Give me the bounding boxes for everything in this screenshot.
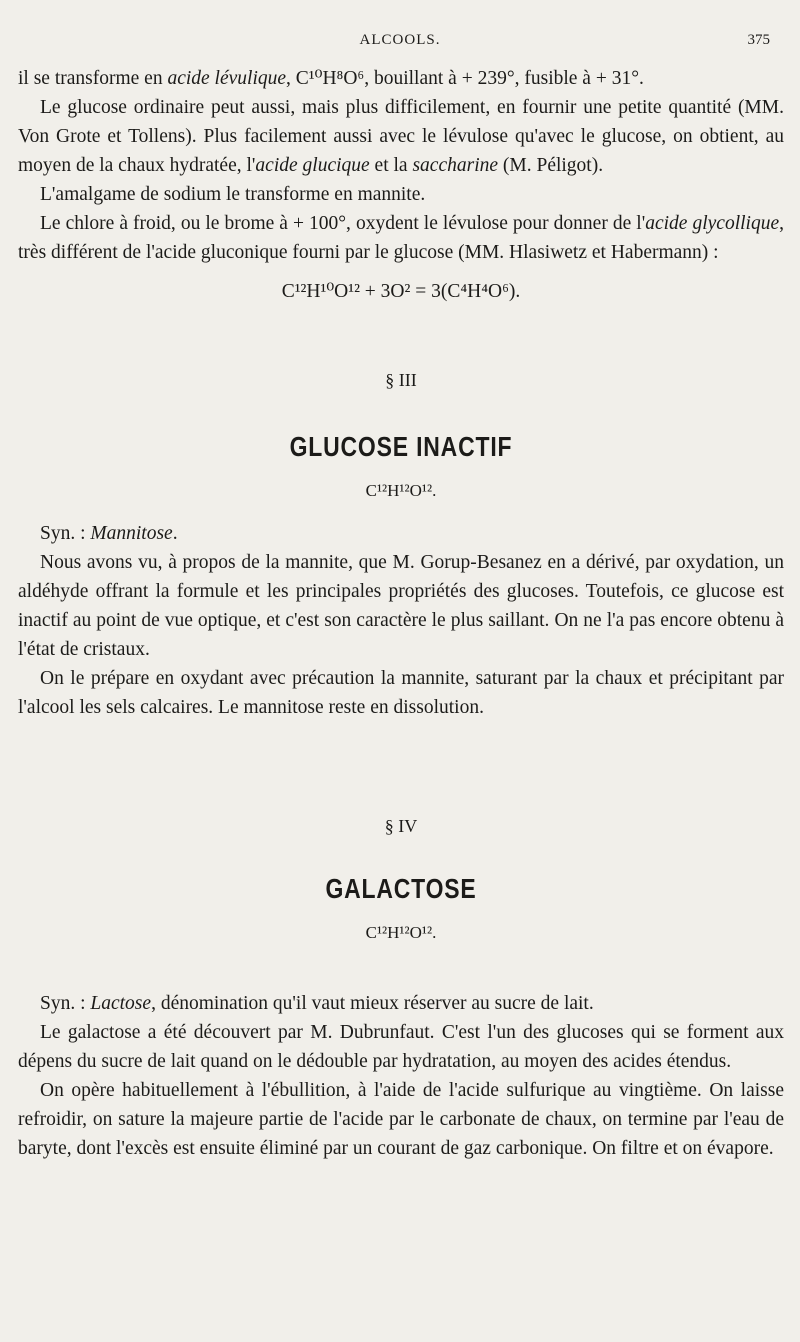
galactose-paragraph-1: Le galactose a été découvert par M. Dubrunfaut. C'est l'un des glucoses qui se forment aux dépens du sucre de lait quand on le dédouble par hydratation, au moyen des acides étendus. xyxy=(18,1022,784,1072)
synonym-lactose: Syn. : Lactose, dénomination qu'il vaut mieux réserver au sucre de lait. xyxy=(40,993,594,1014)
glucose-inactif-paragraph-2: On le prépare en oxydant avec précaution la mannite, saturant par la chaux et précipitant par l'alcool les sels calcaires. Le mannitose reste en dissolution. xyxy=(18,668,784,718)
levulose-paragraph-1: il se transforme en acide lévulique, C¹⁰H⁸O⁶, bouillant à + 239°, fusible à + 31°. xyxy=(18,68,644,89)
section-title-glucose-inactif: GLUCOSE INACTIF xyxy=(289,431,513,462)
levulose-paragraph-4: Le chlore à froid, ou le brome à + 100°, oxydent le lévulose pour donner de l'acide glycollique, très différent de l'acide gluconique fourni par le glucose (MM. Hlasiwetz et Habermann) : xyxy=(18,213,784,263)
term-acide-glycollique: acide glycollique xyxy=(645,213,780,234)
section-formula-glucose-inactif: C¹²H¹²O¹². xyxy=(365,481,437,500)
page-number: 375 xyxy=(747,32,770,48)
section-title-galactose: GALACTOSE xyxy=(325,873,477,904)
page-body xyxy=(18,64,784,1163)
glucose-inactif-paragraph-1: Nous avons vu, à propos de la mannite, que M. Gorup-Besanez en a dérivé, par oxydation, un aldéhyde offrant la formule et les principales propriétés des glucoses. Toutefois, ce glucose est inactif au point de vue optique, et c'est son caractère le plus saillant. On ne l'a pas encore obtenu à l'état de cristaux. xyxy=(18,552,784,660)
section-mark-iii: § III xyxy=(385,370,417,390)
galactose-paragraph-2: On opère habituellement à l'ébullition, à l'aide de l'acide sulfurique au vingtième. On laisse refroidir, on sature la majeure partie de l'acide par le carbonate de chaux, on termine par l'eau de baryte, dont l'excès est ensuite éliminé par un courant de gaz carbonique. On filtre et on évapore. xyxy=(18,1080,784,1159)
levulose-paragraph-3: L'amalgame de sodium le transforme en mannite. xyxy=(40,184,426,205)
page-header xyxy=(0,32,800,56)
levulose-paragraph-2: Le glucose ordinaire peut aussi, mais plus difficilement, en fournir une petite quantité (MM. Von Grote et Tollens). Plus facilement aussi avec le lévulose qu'avec le glucose, on obtient, au moyen de la chaux hydratée, l'acide glucique et la saccharine (M. Péligot). xyxy=(18,97,784,176)
term-acide-glucique: acide glucique xyxy=(255,155,370,176)
term-saccharine: saccharine xyxy=(412,155,499,176)
section-formula-galactose: C¹²H¹²O¹². xyxy=(365,923,437,942)
term-acide-levulique: acide lévulique xyxy=(167,68,287,89)
synonym-mannitose: Syn. : Mannitose. xyxy=(40,523,178,544)
section-mark-iv: § IV xyxy=(384,816,418,836)
running-title: ALCOOLS. xyxy=(359,32,441,48)
oxidation-equation: C¹²H¹⁰O¹² + 3O² = 3(C⁴H⁴O⁶). xyxy=(281,281,521,302)
